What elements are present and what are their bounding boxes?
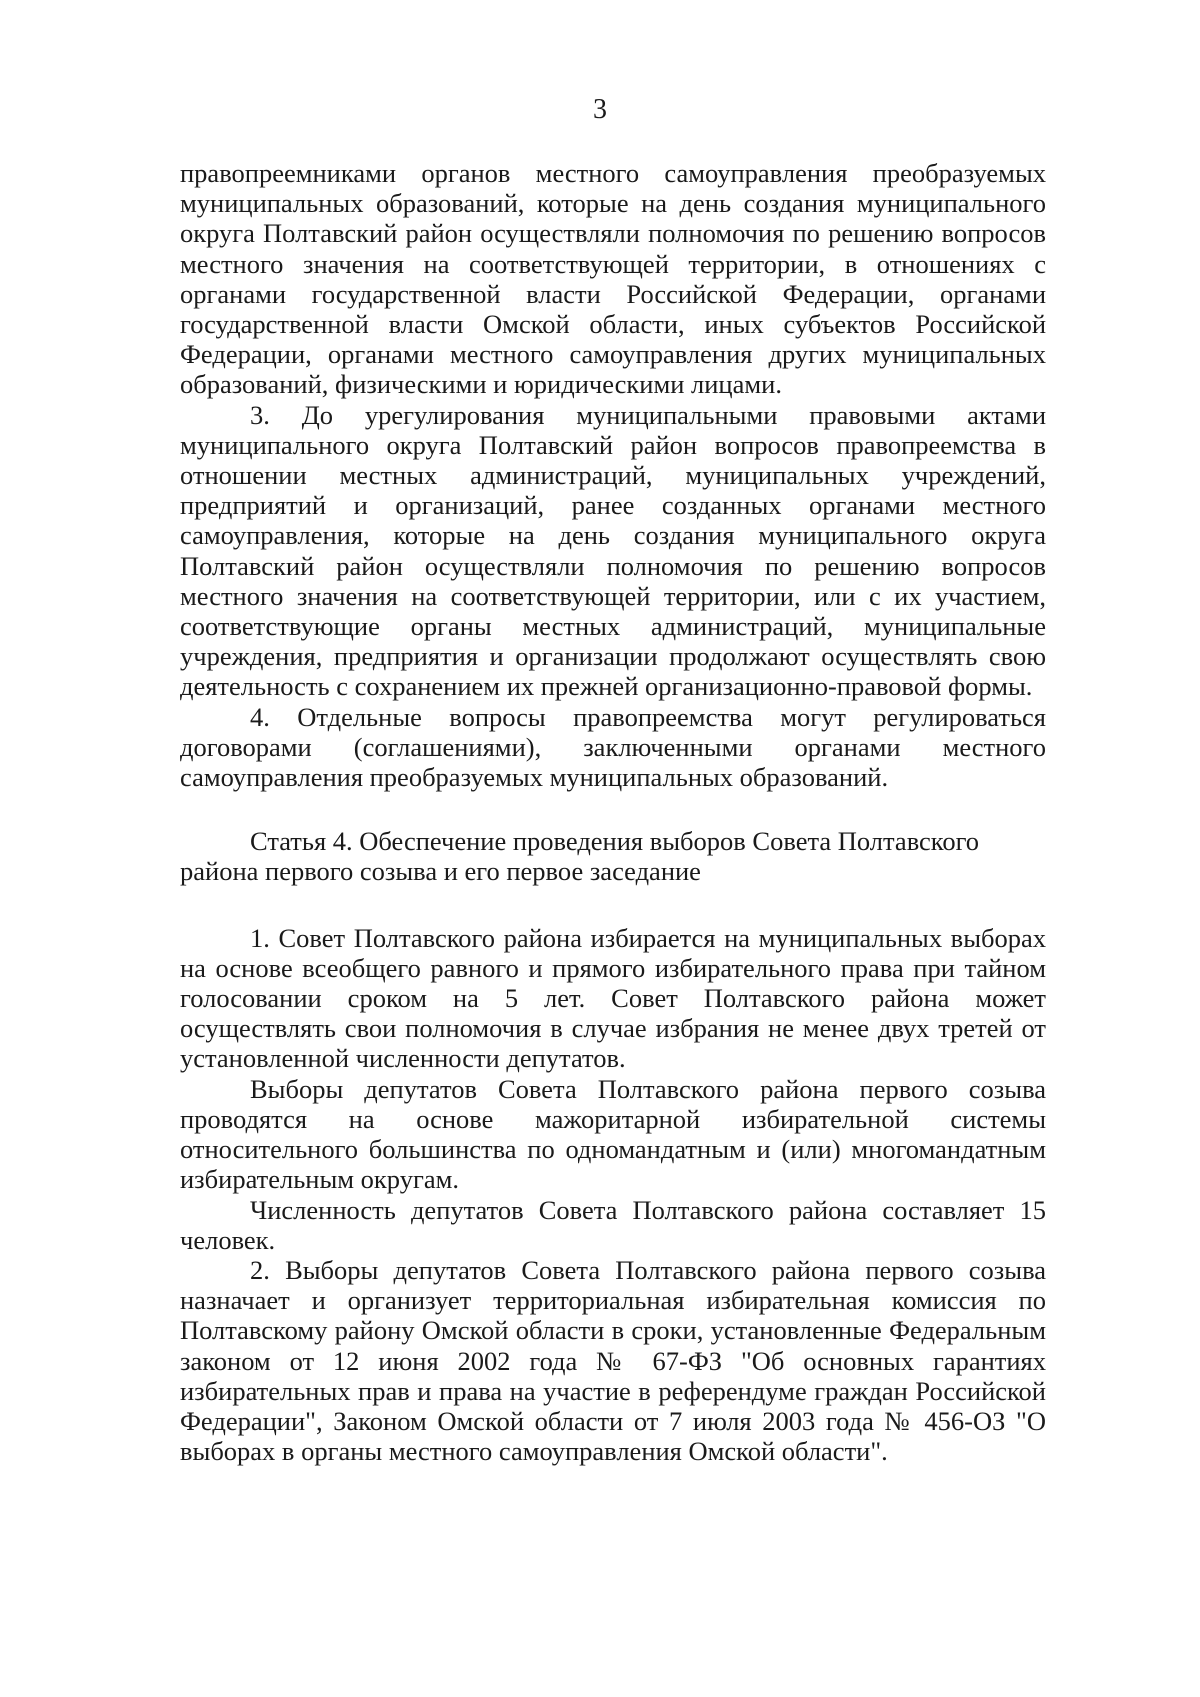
article-4-heading: Статья 4. Обеспечение проведения выборов Совета Полтавского района первого созыва и его первое заседание xyxy=(180,826,980,887)
paragraph-item-4: 4. Отдельные вопросы правопреемства могут регулироваться договорами (соглашениями), заключенными органами местного самоуправления преобразуемых муниципальных образований. xyxy=(180,701,1046,793)
article-4-item-1-elections: Выборы депутатов Совета Полтавского района первого созыва проводятся на основе мажоритарной избирательной системы относительного большинства по одномандатным и (или) многомандатным избирательным округам. xyxy=(180,1073,1046,1195)
article-4-item-1-deputies-count: Численность депутатов Совета Полтавского района составляет 15 человек. xyxy=(180,1194,1046,1255)
article-4-item-1: 1. Совет Полтавского района избирается на муниципальных выборах на основе всеобщего равного и прямого избирательного права при тайном голосовании сроком на 5 лет. Совет Полтавского района может осуществлять свои полномочия в случае избрания не менее двух третей от установленной численности депутатов. xyxy=(180,922,1046,1074)
paragraph-item-3: 3. До урегулирования муниципальными правовыми актами муниципального округа Полтавский район вопросов правопреемства в отношении местных администраций, муниципальных учреждений, предприятий и организаций, ранее созданных органами местного самоуправления, которые на день создания муниципального округа Полтавский район осуществляли полномочия по решению вопросов местного значения на соответствующей территории, или с их участием, соответствующие органы местных администраций, муниципальные учреждения, предприятия и организации продолжают осуществлять свою деятельность с сохранением их прежней организационно-правовой формы. xyxy=(180,399,1046,702)
article-4-item-2: 2. Выборы депутатов Совета Полтавского района первого созыва назначает и организует территориальная избирательная комиссия по Полтавскому району Омской области в сроки, установленные Федеральным законом от 12 июня 2002 года № 67-ФЗ "Об основных гарантиях избирательных прав и права на участие в референдуме граждан Российской Федерации", Законом Омской области от 7 июля 2003 года № 456-ОЗ "О выборах в органы местного самоуправления Омской области". xyxy=(180,1254,1046,1467)
document-body xyxy=(180,158,1046,1466)
page-number: 3 xyxy=(593,94,607,125)
paragraph-continuation: правопреемниками органов местного самоуправления преобразуемых муниципальных образований, которые на день создания муниципального округа Полтавский район осуществляли полномочия по решению вопросов местного значения на соответствующей территории, в отношениях с органами государственной власти Российской Федерации, органами государственной власти Омской области, иных субъектов Российской Федерации, органами местного самоуправления других муниципальных образований, физическими и юридическими лицами. xyxy=(180,158,1046,400)
